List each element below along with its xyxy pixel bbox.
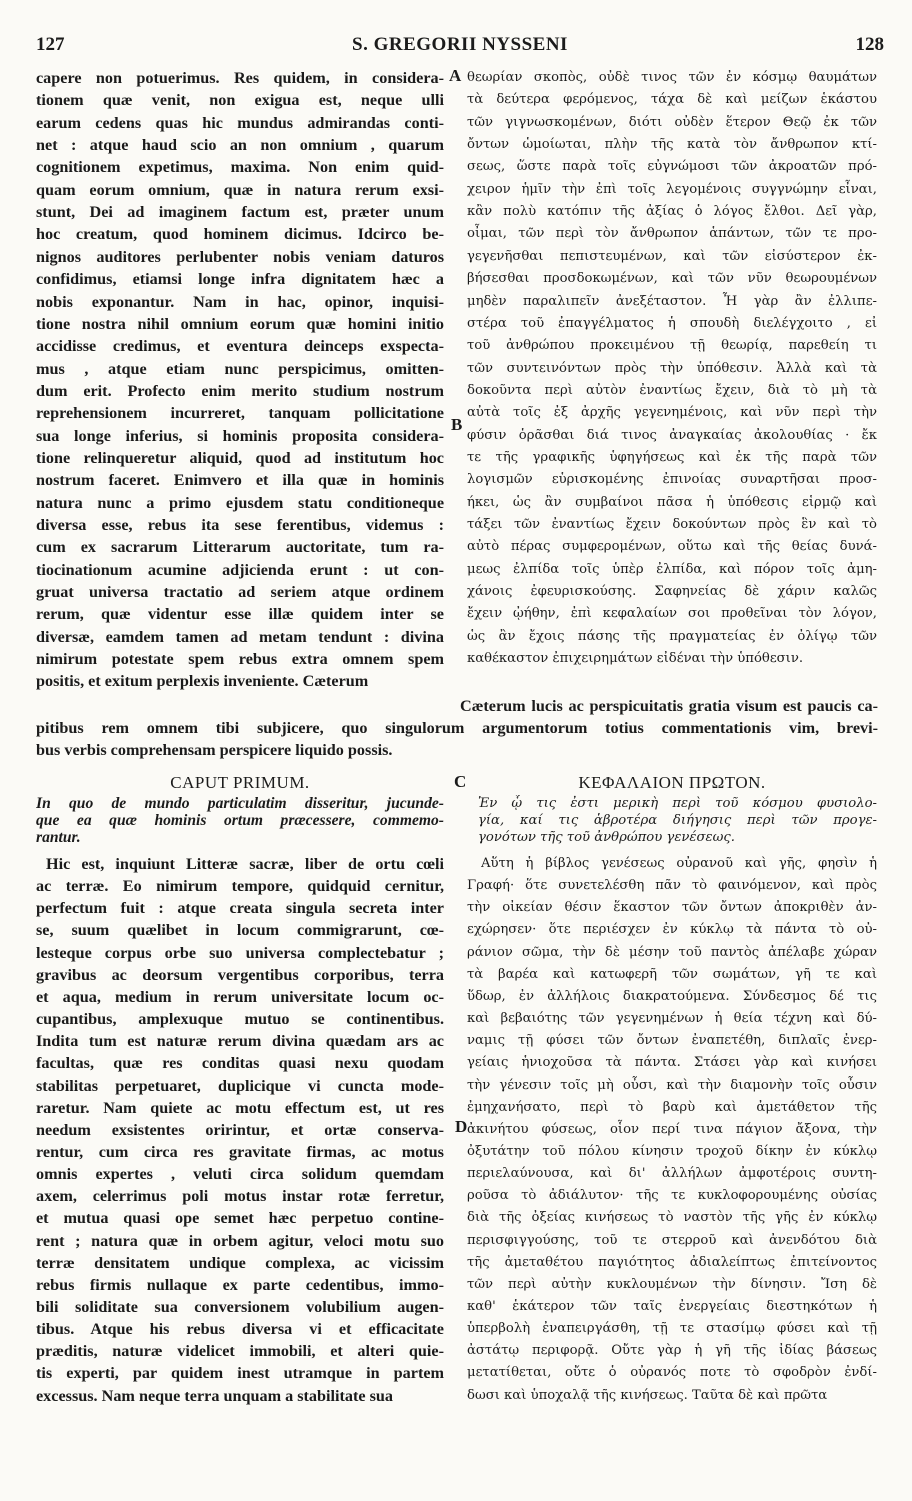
text-line: Γραφή· ὅτε συνετελέσθη πᾶν τὸ φαινόμενον, καὶ πρὸς: [467, 878, 877, 894]
text-line: earum cedens quas hic mundus admirandas conti-: [36, 113, 444, 132]
text-line: axem, celerrimus poli motus instar rotæ ferretur,: [36, 1187, 444, 1206]
text-line: τῆς ἀμεταθέτου παγιότητος ἀδιαλείπτως ἐπιτείνοντος: [467, 1254, 877, 1270]
text-line: lesteque corpus orbe suo universa complectebatur ;: [36, 943, 444, 962]
text-line: ὀξυτάτην τοῦ πόλου κίνησιν τροχοῦ δίκην ἐν κύκλῳ: [467, 1143, 877, 1159]
text-line: et aqua, medium in rerum universitate locum oc-: [36, 987, 444, 1006]
text-line: καθ' ἑκάτερον τῶν ταῖς ἐνεργείαις διεστηκότων ἡ: [467, 1299, 877, 1314]
text-line: μεως ἐλπίδα τοῖς ὑπὲρ ἐλπίδα, καὶ πόρον τοῖς ἀμη-: [467, 561, 877, 577]
greek-column-top: [467, 67, 877, 667]
text-line: δωσι καὶ ὑποχαλᾷ τῆς κινήσεως. Ταῦτα δὲ καὶ πρῶτα: [467, 1387, 828, 1403]
text-line: rent ; natura quæ in orbem agitur, veloci motu suo: [36, 1231, 444, 1250]
caput-subtitle: [36, 795, 444, 849]
text-line: ἔχειν ᾠήθην, ἐπὶ κεφαλαίων σοι προθεῖναι τὸν λόγον,: [467, 606, 877, 622]
text-line: accidisse credimus, et eventura deinceps exspecta-: [36, 337, 444, 356]
text-line: Indita tum est naturæ rerum divina quædam ars ac: [36, 1032, 444, 1051]
text-line: rebus firmis nullaque ex parte cedentibus, immo-: [36, 1275, 444, 1294]
text-line: Ἐν ᾧ τις ἐστι μερικὴ περὶ τοῦ κόσμου φυσιολο-: [478, 796, 877, 811]
text-line: diversa esse, rebus ita sese ferentibus, videmus :: [36, 516, 444, 534]
text-line: οἶμαι, τῶν περὶ τὸν ἄνθρωπον ἁπάντων, τῶν τε προ-: [467, 226, 877, 242]
text-line: gruat universa tractatio ad seriem atque ordinem: [36, 583, 444, 602]
text-line: χάνοις ἐφευρισκούσης. Σαφηνείας δὲ χάριν καλῶς: [467, 584, 877, 600]
text-line: rentur, cum circa res gravitate firmas, ac motus: [36, 1142, 444, 1161]
latin-full-width-paragraph: [36, 695, 878, 761]
text-line: δοκοῦντα περὶ αὐτὸν ἐναντίως ἔχειν, διὰ τὸ μὴ τὰ: [467, 382, 877, 398]
text-line: τὰ δεύτερα φερόμενος, τάχα δὲ καὶ μείζων ἑκάστου: [467, 92, 877, 108]
kephalaion-heading: ΚΕΦΑΛΑΙΟΝ ΠΡΩΤΟΝ.: [578, 773, 766, 792]
text-line: gravibus ac deorsum vergentibus corporibus, terra: [36, 965, 444, 984]
running-header: [36, 34, 884, 58]
text-line: mus , atque etiam nunc perspicimus, omitten-: [36, 359, 444, 378]
text-line: Cæterum lucis ac perspicuitatis gratia visum est paucis ca-: [460, 697, 878, 715]
text-line: ροῦσα τὸ ἀδιάλυτον· τῆς τε κυκλοφορουμένης οὐσίας: [467, 1188, 877, 1204]
text-line: κἂν πολὺ κατόπιν τῆς ἀξίας ὁ λόγος ἔλθοι. Δεῖ γὰρ,: [467, 204, 877, 220]
margin-letter-a: A: [449, 66, 462, 85]
text-line: terræ densitatem undique complexa, ac vicissim: [36, 1253, 444, 1272]
text-line: ράνιον σῶμα, τὴν δὲ μέσην τοῦ παντὸς ἀπέλαβε χώραν: [467, 944, 877, 960]
kephalaion-subtitle: [478, 795, 877, 849]
text-line: perfectum fuit : atque creata singula secreta inter: [36, 899, 444, 918]
text-line: bili soliditate sua conversionem volubilium augen-: [36, 1298, 444, 1316]
text-line: στέρα τοῦ ἐπαγγέλματος ἡ σπουδὴ διελέγχοιτο , εἰ: [467, 315, 877, 331]
text-line: natura nunc a primo ejusdem statu conditioneque: [36, 493, 444, 512]
text-line: ac terræ. Eo nimirum tempore, quidquid cernitur,: [36, 877, 444, 896]
text-line: τῶν συντεινόντων πρὸς τὴν ὑπόθεσιν. Ἀλλὰ καὶ τὰ: [467, 360, 877, 376]
text-line: χειρον ἡμῖν τὴν ἐπὶ τοῖς λεγομένοις συγγνώμην εἶναι,: [467, 181, 877, 197]
text-line: et mutua quasi ope semet hæc perpetuo contine-: [36, 1209, 444, 1228]
text-line: needum exsistentes oririntur, et ortæ conserva-: [36, 1120, 444, 1139]
margin-letter-d: D: [455, 1117, 468, 1136]
text-line: γεγενῆσθαι πεπιστευμένων, καὶ τῶν εἰσύστερον ἐκ-: [467, 248, 877, 264]
text-line: τῶν γιγνωσκομένων, διότι οὐδὲν ἕτερον Θεῷ ἐκ τῶν: [467, 114, 877, 130]
text-line: tiocinationum acumine adjicienda erunt : ut con-: [36, 560, 444, 579]
text-line: σεως, ὥστε παρὰ τοῖς εὐγνώμοσι τῶν ἀκροατῶν πρό-: [467, 159, 877, 175]
text-line: αὐτὸ πέρας συμφερομένων, οὕτω καὶ τῆς θείας δυνά-: [467, 539, 877, 555]
text-line: nimirum potestate spem rebus extra omnem spem: [36, 650, 444, 669]
text-line: μετατίθεται, οὔτε ὁ οὐρανός ποτε τὸ σφοδρὸν ἐνδί-: [467, 1365, 877, 1381]
text-line: cum ex sacrarum Litterarum auctoritate, tum ra-: [36, 538, 444, 557]
text-line: εχώρησεν· ὅτε περιέσχεν ἐν κύκλῳ τὰ πάντα τὸ οὐ-: [467, 922, 877, 938]
text-line: pitibus rem omnem tibi subjicere, quo singulorum argumentorum totius commentationis vim, brevi-: [36, 719, 878, 737]
text-line: ὄντων ὡμοίωται, πλὴν τῆς κατὰ τὸν ἄνθρωπον κτί-: [467, 137, 877, 153]
text-line: βήσεσθαι προσδοκωμένων, καὶ τῶν νῦν θεωρουμένων: [467, 271, 877, 287]
text-line: stunt, Dei ad imaginem factum est, præter unum: [36, 203, 444, 222]
text-line: positis, et exitum perplexis inveniente. Cæterum: [36, 672, 369, 691]
text-line: bus verbis comprehensam perspicere liquido possis.: [36, 741, 393, 759]
text-line: ἀστάτῳ περιφορᾷ. Οὔτε γὰρ ἡ γῆ τῆς ἰδίας βάσεως: [467, 1343, 877, 1359]
text-line: τὰ βαρέα καὶ κατωφερῆ τῶν σωμάτων, γῆ τε καὶ: [467, 966, 877, 982]
text-line: rerum, quæ videntur esse illæ quidem inter se: [36, 605, 444, 624]
text-line: Hic est, inquiunt Litteræ sacræ, liber de ortu cœli: [46, 855, 444, 873]
text-line: καὶ βεβαιότης τῶν γεγενημένων ἡ θεία τέχνη καὶ δύ-: [467, 1011, 877, 1027]
text-line: λογισμῶν εὑρισκομένης ἐπινοίας συναρτῆσαι προσ-: [467, 472, 877, 488]
text-line: tibus. Atque his rebus diversa vi et efficacitate: [36, 1320, 444, 1339]
text-line: μηδὲν παραλιπεῖν ἀνεξέταστον. Ἦ γὰρ ἂν ἐλλιπε-: [467, 293, 877, 309]
text-line: capere non potuerimus. Res quidem, in considera-: [36, 69, 444, 87]
margin-letter-b: B: [451, 415, 463, 434]
text-line: τὴν οἰκείαν θέσιν ἕκαστον τῶν ὄντων ἀποκριθὲν ἀν-: [467, 900, 877, 916]
text-line: dum erit. Profecto enim merito studium nostrum: [36, 381, 444, 400]
text-line: cognitionem expetimus, maxima. Non enim quid-: [36, 158, 444, 177]
text-line: sua longe inferius, si hominis proposita considera-: [36, 426, 444, 445]
text-line: Αὕτη ἡ βίβλος γενέσεως οὐρανοῦ καὶ γῆς, φησὶν ἡ: [481, 856, 877, 871]
text-line: τοῦ ἀνθρώπου προκειμένου τῇ θεωρίᾳ, παρεθείη τι: [467, 338, 877, 354]
text-line: θεωρίαν σκοπὸς, οὐδὲ τινος τῶν ἐν κόσμῳ θαυμάτων: [467, 70, 877, 85]
text-line: cupantibus, amplexuque mutuo se continentibus.: [36, 1010, 444, 1029]
text-line: ἀκινήτου φύσεως, οἷον περί τινα πάγιον ἄξονα, τὴν: [467, 1121, 877, 1137]
margin-letter-c: C: [454, 772, 467, 791]
text-line: γείαις ἡνιοχοῦσα τὰ πάντα. Στάσει γὰρ καὶ κινήσει: [467, 1055, 877, 1071]
text-line: tione nostra nihil omnium eorum quæ homini initio: [36, 314, 444, 333]
text-line: reprehensionem incurreret, tanquam pollicitatione: [36, 404, 444, 423]
text-line: raretur. Nam quiete ac motu effectum est, ut res: [36, 1098, 444, 1117]
caput-heading: CAPUT PRIMUM.: [170, 773, 310, 792]
text-line: ὡς ἂν ἔχοις πάσης τῆς πραγματείας ἐν ὀλίγῳ τῶν: [467, 628, 877, 644]
text-line: γονότων τῆς τοῦ ἀνθρώπου γενέσεως.: [478, 830, 735, 845]
text-line: quam eorum omnium, quæ in natura rerum exsi-: [36, 180, 444, 199]
text-line: se, suum quælibet in locum commigrarunt, cœ-: [36, 921, 444, 940]
text-line: tis experti, par quidem inest utramque in partem: [36, 1364, 444, 1383]
text-line: ναμις τῇ φύσει τῶν ὄντων ἐναπετέθη, διπλαῖς ἐνερ-: [467, 1033, 877, 1049]
text-line: τάξει τῶν ἐναντίως ἔχειν δοκούντων πρὸς ἓν καὶ τὸ: [467, 517, 877, 532]
right-page-number: 128: [855, 34, 884, 55]
text-line: φύσιν ὁρᾶσθαι διά τινος ἀναγκαίας ἀκολουθίας · ἔκ: [467, 427, 877, 443]
text-line: τὴν γένεσιν τοῖς μὴ οὖσι, καὶ τὴν διαμονὴν τοῖς οὖσιν: [467, 1077, 877, 1093]
text-line: γία, καί τις ἁβροτέρα διήγησις περὶ τῶν προγε-: [478, 813, 877, 828]
text-line: ἐμηχανήσατο, περὶ τὸ βαρὺ καὶ ἀμετάθετον τῆς: [467, 1099, 877, 1115]
text-line: tionem quæ venit, non exigua est, neque ulli: [36, 91, 444, 110]
text-line: que ea quæ hominis ortum præcessere, commemo-: [36, 812, 444, 829]
latin-column-top: [36, 67, 444, 691]
text-line: καθέκαστον ἐπιχειρημάτων εἰδέναι τὴν ὑπόθεσιν.: [467, 651, 804, 667]
text-line: τῶν περὶ αὐτὴν κυκλουμένων τὴν δίνησιν. Ἴση δὲ: [467, 1276, 877, 1292]
text-line: rantur.: [36, 829, 81, 846]
text-line: nignos auditores perlubenter nobis veniam daturos: [36, 247, 444, 266]
running-title: S. GREGORII NYSSENI: [352, 34, 568, 55]
text-line: diversæ, eamdem tamen ad metam tendunt : divina: [36, 627, 444, 646]
text-line: περιελαύνουσα, καὶ δι' ἀλλήλων ἀμφοτέροις συντη-: [467, 1166, 877, 1182]
left-page-number: 127: [36, 34, 65, 55]
text-line: ὑπερβολὴ ἐναπειργάσθη, τῇ τε στασίμῳ φύσει καὶ τῇ: [467, 1321, 877, 1337]
text-line: hoc creatum, quod hominem dicimus. Idcirco be-: [36, 225, 444, 244]
text-line: facultas, quæ res conditas quasi nexu quodam: [36, 1054, 444, 1073]
text-line: τε τῆς γραφικῆς ὑφηγήσεως καὶ ἐκ τῆς παρὰ τῶν: [467, 449, 877, 465]
text-line: net : atque haud scio an non omnium , quarum: [36, 136, 444, 155]
kephalaion-text: [467, 853, 877, 1413]
text-line: ὕδωρ, ἐν ἀλλήλοις διακρατούμενα. Σύνδεσμος δέ τις: [467, 988, 877, 1004]
text-line: διὰ τῆς ὀξείας κινήσεως τὸ ναστὸν τῆς γῆς ἐν κύκλῳ: [467, 1210, 877, 1226]
text-line: nobis exponantur. Nam in hac, opinor, inquisi-: [36, 292, 444, 311]
text-line: In quo de mundo particulatim disseritur, jucunde-: [36, 795, 444, 812]
text-line: excessus. Nam neque terra unquam a stabilitate sua: [36, 1386, 394, 1405]
text-line: περισφιγγούσης, τοῦ τε στερροῦ καὶ ἀνενδότου διὰ: [467, 1232, 877, 1248]
text-line: præditis, naturæ videlicet immobili, et alteri quie-: [36, 1342, 444, 1361]
text-line: αὐτὰ τοῖς ἐξ ἀρχῆς γεγενημένοις, καὶ νῦν περὶ τὴν: [467, 405, 877, 421]
text-line: tione relinqueretur aliquid, quod ad institutum hoc: [36, 448, 444, 467]
text-line: ήκει, ὡς ἂν συμβαίνοι πᾶσα ἡ ὑπόθεσις εἱρμῷ καὶ: [467, 494, 877, 510]
caput-text: [36, 853, 444, 1413]
text-line: stabilitas perpetuaret, duplicique vi cuncta mode-: [36, 1076, 444, 1095]
text-line: nostrum faceret. Enimvero et illa quæ in hominis: [36, 471, 444, 490]
text-line: confidimus, etiamsi longe infra dignitatem hæc a: [36, 270, 444, 289]
text-line: omnis expertes , veluti circa solidum quemdam: [36, 1165, 444, 1184]
